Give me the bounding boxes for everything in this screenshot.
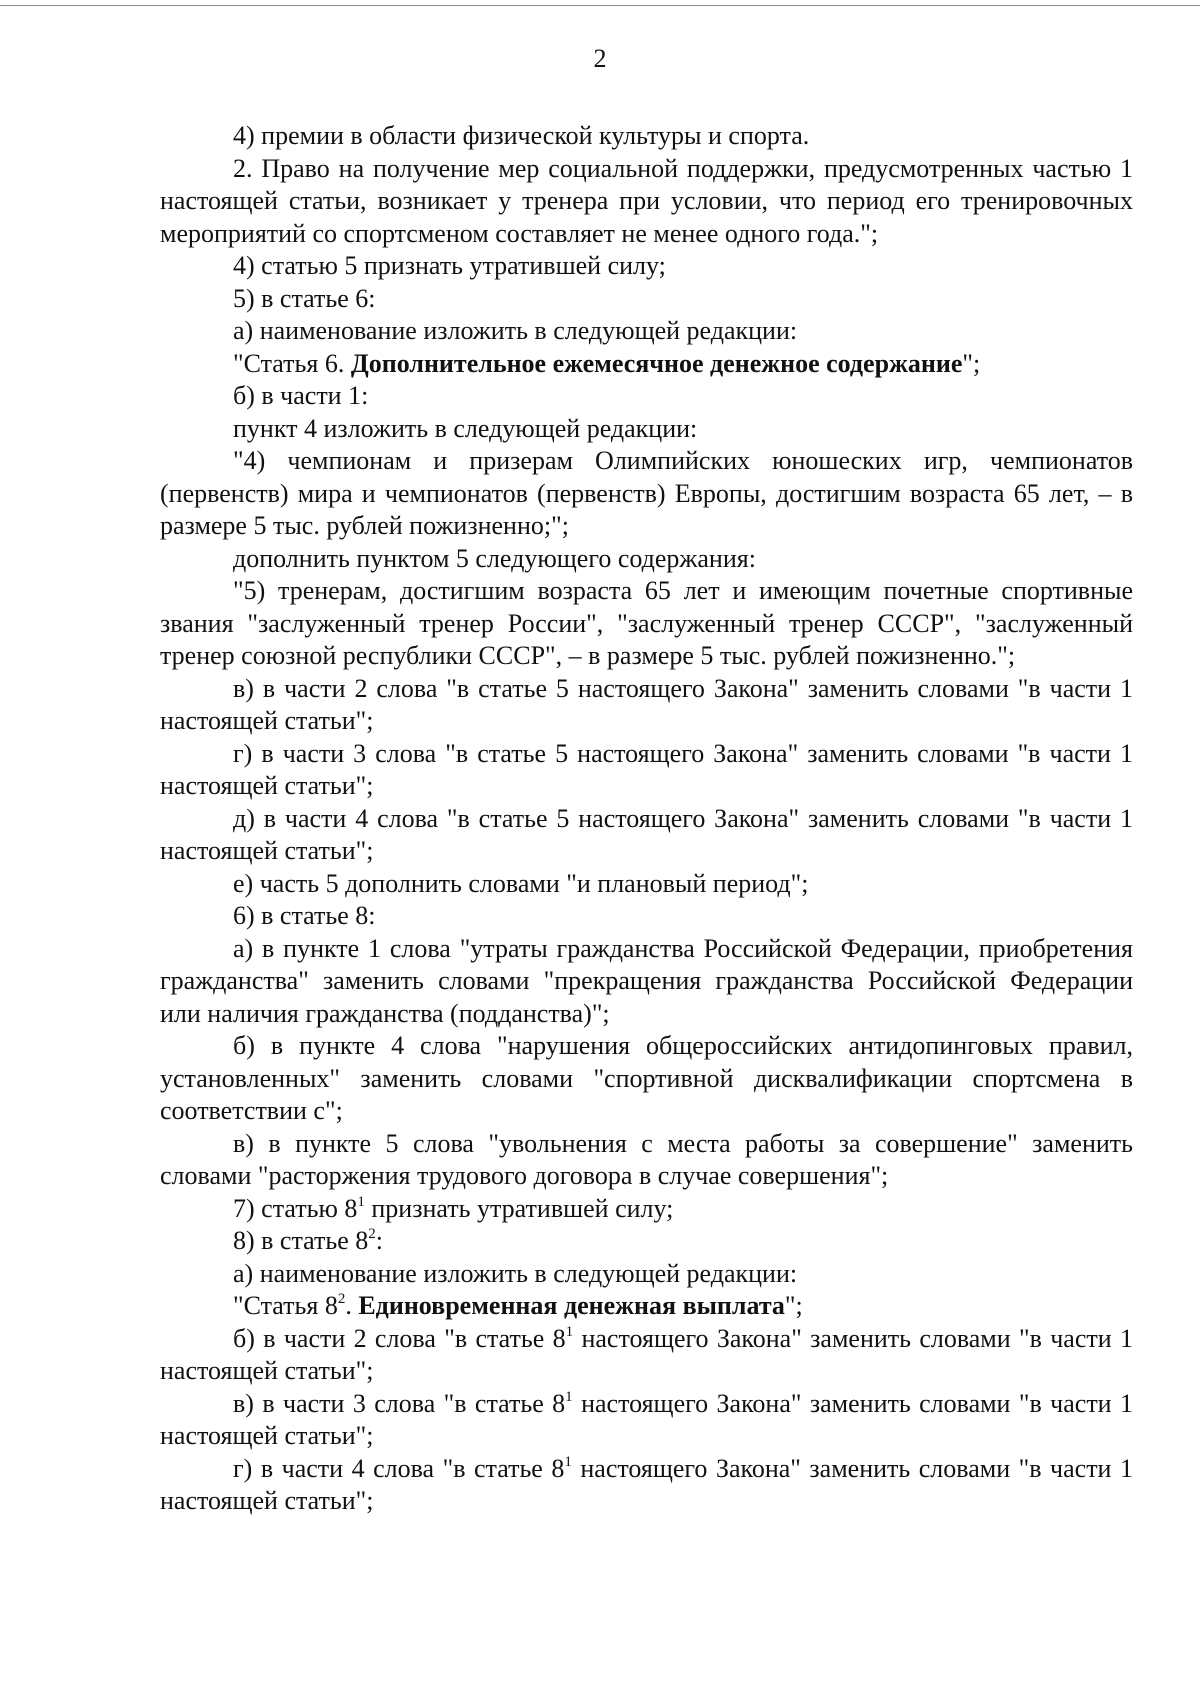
paragraph-14: д) в части 4 слова "в статье 5 настоящего Закона" заменить словами "в части 1 настоящей статьи"; (160, 803, 1133, 865)
paragraph-18: б) в пункте 4 слова "нарушения общероссийских антидопинговых правил, установленных" заменить словами "спортивной дисквалификации спортсмена в соответствии с"; (160, 1031, 1133, 1125)
paragraph-12: в) в части 2 слова "в статье 5 настоящего Закона" заменить словами "в части 1 настоящей статьи"; (160, 673, 1133, 735)
paragraph-1: 4) премии в области физической культуры и спорта. (233, 121, 810, 150)
paragraph-4: 5) в статье 6: (233, 283, 376, 313)
paragraph-25: в) в части 3 слова "в статье $8^1$ настоящего Закона" заменить словами "в части 1 настоящей статьи"; (160, 1388, 1133, 1450)
paragraph-13: г) в части 3 слова "в статье 5 настоящего Закона" заменить словами "в части 1 настоящей статьи"; (160, 738, 1133, 800)
paragraph-10: дополнить пунктом 5 следующего содержания: (233, 543, 756, 573)
paragraph-3: 4) статью 5 признать утратившей силу; (233, 251, 666, 280)
superscript: 2 (368, 1226, 376, 1242)
paragraph-22: а) наименование изложить в следующей редакции: (233, 1258, 798, 1288)
paragraph-15: е) часть 5 дополнить словами "и плановый период"; (233, 868, 809, 898)
superscript: 1 (564, 1453, 572, 1470)
paragraph-8: пункт 4 изложить в следующей редакции: (233, 413, 698, 443)
paragraph-9: "4) чемпионам и призерам Олимпийских юношеских игр, чемпионатов (первенств) мира и чемпионатов (первенств) Европы, достигшим возраста 65 лет, – в размере 5 тыс. рублей пожизненно;"; (160, 446, 1133, 540)
paragraph-20: 7) статью $8^1$ признать утратившей силу; (233, 1193, 674, 1223)
paragraph-23: "Статья $8^2$. Единовременная денежная выплата"; (233, 1291, 803, 1320)
paragraph-24: б) в части 2 слова "в статье $8^1$ настоящего Закона" заменить словами "в части 1 настоящей статьи"; (160, 1323, 1133, 1385)
superscript: 1 (357, 1193, 365, 1210)
paragraph-5: а) наименование изложить в следующей редакции: (233, 316, 798, 345)
superscript: 2 (337, 1291, 346, 1307)
paragraph-19: в) в пункте 5 слова "увольнения с места работы за совершение" заменить словами "расторжения трудового договора в случае совершения"; (160, 1128, 1133, 1190)
page-number: 2 (593, 44, 607, 73)
paragraph-11: "5) тренерам, достигшим возраста 65 лет и имеющим почетные спортивные звания "заслуженный тренер России", "заслуженный тренер СССР", "заслуженный тренер союзной республики СССР", – в размере 5 тыс. рублей пожизненно."; (160, 576, 1133, 670)
paragraph-21: 8) в статье $8^2$: (233, 1226, 384, 1255)
article-8-2-title: Единовременная денежная выплата (358, 1291, 785, 1320)
paragraph-2: 2. Право на получение мер социальной поддержки, предусмотренных частью 1 настоящей статьи, возникает у тренера при условии, что период его тренировочных мероприятий со спортсменом составляет не менее одного года."; (160, 153, 1133, 248)
superscript: 1 (565, 1323, 574, 1340)
paragraph-16: 6) в статье 8: (233, 901, 376, 930)
paragraph-6: "Статья 6. Дополнительное ежемесячное денежное содержание"; (233, 348, 981, 378)
article-6-title: Дополнительное ежемесячное денежное содержание (350, 348, 963, 378)
paragraph-17: а) в пункте 1 слова "утраты гражданства Российской Федерации, приобретения гражданства" заменить словами "прекращения гражданства Российской Федерации или наличия гражданства (подданства)"; (160, 933, 1133, 1028)
paragraph-26: г) в части 4 слова "в статье $8^1$ настоящего Закона" заменить словами "в части 1 настоящей статьи"; (160, 1453, 1133, 1515)
top-rule (0, 5, 1200, 6)
superscript: 1 (565, 1388, 573, 1405)
document-body (160, 120, 1133, 1518)
paragraph-7: б) в части 1: (233, 381, 369, 410)
